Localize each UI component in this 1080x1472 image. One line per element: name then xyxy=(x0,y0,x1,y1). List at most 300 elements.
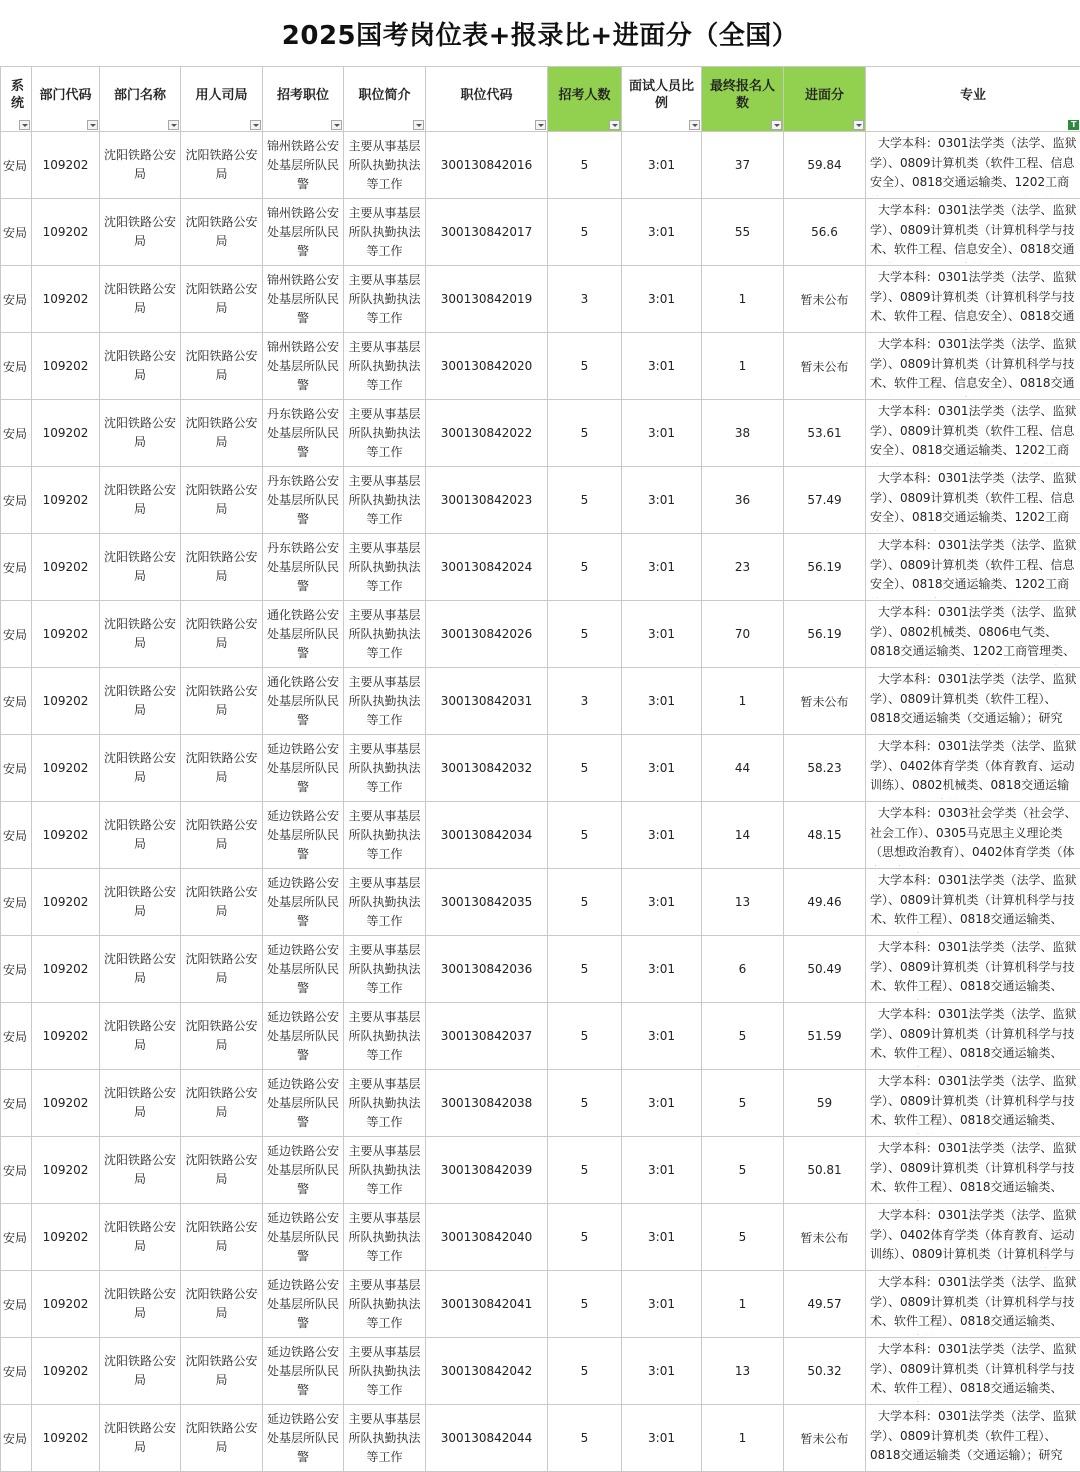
cell-score[interactable]: 49.57 xyxy=(784,1271,866,1338)
cell-pos-code[interactable]: 300130842023 xyxy=(426,467,548,534)
cell-intro[interactable]: 主要从事基层所队执勤执法等工作 xyxy=(344,869,426,936)
cell-dept-code[interactable]: 109202 xyxy=(32,601,100,668)
cell-dept-name[interactable]: 沈阳铁路公安局 xyxy=(100,1405,181,1472)
cell-employer[interactable]: 沈阳铁路公安局 xyxy=(181,1070,263,1137)
cell-system[interactable]: 安局 xyxy=(1,1338,32,1405)
cell-quota[interactable]: 5 xyxy=(548,400,622,467)
cell-applicants[interactable]: 1 xyxy=(702,1405,784,1472)
cell-ratio[interactable]: 3:01 xyxy=(622,668,702,735)
cell-major[interactable] xyxy=(866,936,1080,1003)
filter-dropdown-icon[interactable] xyxy=(87,120,98,130)
cell-employer[interactable]: 沈阳铁路公安局 xyxy=(181,1003,263,1070)
cell-score[interactable]: 暂未公布 xyxy=(784,1405,866,1472)
cell-ratio[interactable]: 3:01 xyxy=(622,936,702,1003)
cell-quota[interactable]: 5 xyxy=(548,1204,622,1271)
cell-major[interactable] xyxy=(866,333,1080,400)
cell-pos-code[interactable]: 300130842019 xyxy=(426,266,548,333)
cell-major[interactable] xyxy=(866,400,1080,467)
cell-pos-code[interactable]: 300130842020 xyxy=(426,333,548,400)
cell-major-text: 大学本科：0301法学类（法学、监狱学）、0809计算机类（计算机科学与技术、软件工程）、0818交通运输类、 xyxy=(870,1273,1078,1335)
table-row[interactable] xyxy=(1,601,1080,668)
cell-position[interactable]: 锦州铁路公安处基层所队民警 xyxy=(263,333,344,400)
table-row[interactable] xyxy=(1,400,1080,467)
cell-applicants[interactable]: 37 xyxy=(702,132,784,199)
cell-quota[interactable]: 5 xyxy=(548,1070,622,1137)
cell-ratio[interactable]: 3:01 xyxy=(622,802,702,869)
cell-employer[interactable]: 沈阳铁路公安局 xyxy=(181,668,263,735)
cell-score[interactable]: 57.49 xyxy=(784,467,866,534)
cell-major-text: 大学本科：0301法学类（法学、监狱学）、0809计算机类（计算机科学与技术、软件工程）、0818交通运输类、 xyxy=(870,1340,1078,1402)
header-row xyxy=(1,67,1080,132)
cell-quota[interactable]: 5 xyxy=(548,1003,622,1070)
table-row[interactable] xyxy=(1,534,1080,601)
table-row[interactable] xyxy=(1,1070,1080,1137)
cell-major[interactable] xyxy=(866,1405,1080,1472)
cell-dept-name[interactable]: 沈阳铁路公安局 xyxy=(100,802,181,869)
cell-major-text: 大学本科：0301法学类（法学、监狱学）、0809计算机类（软件工程）、0818交通运输类（交通运输）；研究 xyxy=(870,670,1078,732)
cell-score[interactable]: 53.61 xyxy=(784,400,866,467)
cell-employer[interactable]: 沈阳铁路公安局 xyxy=(181,333,263,400)
cell-system[interactable]: 安局 xyxy=(1,668,32,735)
cell-employer[interactable]: 沈阳铁路公安局 xyxy=(181,400,263,467)
positions-table xyxy=(0,66,1080,1472)
col-header-dept-name[interactable]: 部门名称 xyxy=(100,67,181,132)
table-row[interactable] xyxy=(1,802,1080,869)
cell-ratio[interactable]: 3:01 xyxy=(622,132,702,199)
cell-major[interactable] xyxy=(866,1003,1080,1070)
col-header-major[interactable]: 专业 T xyxy=(866,67,1080,132)
cell-position[interactable]: 延边铁路公安处基层所队民警 xyxy=(263,1338,344,1405)
filter-dropdown-icon[interactable] xyxy=(250,120,261,130)
cell-applicants[interactable]: 6 xyxy=(702,936,784,1003)
cell-major[interactable] xyxy=(866,869,1080,936)
cell-ratio[interactable]: 3:01 xyxy=(622,1070,702,1137)
cell-score[interactable]: 暂未公布 xyxy=(784,333,866,400)
cell-employer[interactable]: 沈阳铁路公安局 xyxy=(181,1338,263,1405)
cell-pos-code[interactable]: 300130842038 xyxy=(426,1070,548,1137)
cell-dept-code[interactable]: 109202 xyxy=(32,1204,100,1271)
cell-applicants[interactable]: 5 xyxy=(702,1204,784,1271)
cell-pos-code[interactable]: 300130842039 xyxy=(426,1137,548,1204)
table-row[interactable] xyxy=(1,1338,1080,1405)
cell-system[interactable]: 安局 xyxy=(1,802,32,869)
cell-system[interactable]: 安局 xyxy=(1,467,32,534)
col-header-applicants[interactable]: 最终报名人数 xyxy=(702,67,784,132)
cell-pos-code[interactable]: 300130842024 xyxy=(426,534,548,601)
cell-major[interactable] xyxy=(866,1338,1080,1405)
cell-score[interactable]: 56.19 xyxy=(784,534,866,601)
cell-system[interactable]: 安局 xyxy=(1,936,32,1003)
cell-position[interactable]: 延边铁路公安处基层所队民警 xyxy=(263,869,344,936)
cell-major[interactable] xyxy=(866,1204,1080,1271)
cell-applicants[interactable]: 5 xyxy=(702,1137,784,1204)
cell-score[interactable]: 50.81 xyxy=(784,1137,866,1204)
cell-quota[interactable]: 5 xyxy=(548,199,622,266)
cell-ratio[interactable]: 3:01 xyxy=(622,199,702,266)
cell-ratio[interactable]: 3:01 xyxy=(622,467,702,534)
cell-dept-name[interactable]: 沈阳铁路公安局 xyxy=(100,132,181,199)
cell-ratio[interactable]: 3:01 xyxy=(622,1271,702,1338)
cell-dept-code[interactable]: 109202 xyxy=(32,467,100,534)
cell-dept-code[interactable]: 109202 xyxy=(32,936,100,1003)
cell-intro[interactable]: 主要从事基层所队执勤执法等工作 xyxy=(344,534,426,601)
cell-dept-name[interactable]: 沈阳铁路公安局 xyxy=(100,1338,181,1405)
cell-intro[interactable]: 主要从事基层所队执勤执法等工作 xyxy=(344,333,426,400)
cell-ratio[interactable]: 3:01 xyxy=(622,1003,702,1070)
cell-ratio[interactable]: 3:01 xyxy=(622,869,702,936)
filter-dropdown-icon[interactable] xyxy=(331,120,342,130)
col-header-dept-code[interactable]: 部门代码 xyxy=(32,67,100,132)
cell-system[interactable]: 安局 xyxy=(1,1137,32,1204)
cell-intro[interactable]: 主要从事基层所队执勤执法等工作 xyxy=(344,1204,426,1271)
cell-intro[interactable]: 主要从事基层所队执勤执法等工作 xyxy=(344,1070,426,1137)
cell-applicants[interactable]: 1 xyxy=(702,333,784,400)
table-row[interactable] xyxy=(1,1271,1080,1338)
cell-dept-code[interactable]: 109202 xyxy=(32,1405,100,1472)
cell-employer[interactable]: 沈阳铁路公安局 xyxy=(181,869,263,936)
cell-intro[interactable]: 主要从事基层所队执勤执法等工作 xyxy=(344,1003,426,1070)
cell-employer[interactable]: 沈阳铁路公安局 xyxy=(181,802,263,869)
filter-dropdown-icon[interactable] xyxy=(853,120,864,130)
cell-major-text: 大学本科：0301法学类（法学、监狱学）、0809计算机类（计算机科学与技术、软件工程、信息安全）、0818交通 xyxy=(870,335,1078,397)
filter-dropdown-icon[interactable] xyxy=(609,120,620,130)
cell-dept-code[interactable]: 109202 xyxy=(32,199,100,266)
cell-major[interactable] xyxy=(866,199,1080,266)
cell-dept-name[interactable]: 沈阳铁路公安局 xyxy=(100,1003,181,1070)
cell-major[interactable] xyxy=(866,1137,1080,1204)
cell-system[interactable]: 安局 xyxy=(1,869,32,936)
cell-dept-name[interactable]: 沈阳铁路公安局 xyxy=(100,534,181,601)
cell-major-text: 大学本科：0301法学类（法学、监狱学）、0809计算机类（计算机科学与技术、软件工程）、0818交通运输类、 xyxy=(870,1072,1078,1134)
cell-dept-code[interactable]: 109202 xyxy=(32,1338,100,1405)
table-row[interactable] xyxy=(1,936,1080,1003)
cell-intro[interactable]: 主要从事基层所队执勤执法等工作 xyxy=(344,132,426,199)
cell-major[interactable] xyxy=(866,132,1080,199)
cell-system[interactable]: 安局 xyxy=(1,735,32,802)
cell-employer[interactable]: 沈阳铁路公安局 xyxy=(181,1405,263,1472)
cell-major[interactable] xyxy=(866,802,1080,869)
cell-score[interactable]: 58.23 xyxy=(784,735,866,802)
cell-intro[interactable]: 主要从事基层所队执勤执法等工作 xyxy=(344,601,426,668)
cell-employer[interactable]: 沈阳铁路公安局 xyxy=(181,266,263,333)
cell-dept-code[interactable]: 109202 xyxy=(32,400,100,467)
cell-employer[interactable]: 沈阳铁路公安局 xyxy=(181,1137,263,1204)
cell-quota[interactable]: 5 xyxy=(548,467,622,534)
cell-dept-code[interactable]: 109202 xyxy=(32,1271,100,1338)
cell-ratio[interactable]: 3:01 xyxy=(622,735,702,802)
cell-quota[interactable]: 5 xyxy=(548,1338,622,1405)
table-row[interactable] xyxy=(1,333,1080,400)
cell-quota[interactable]: 5 xyxy=(548,936,622,1003)
table-row[interactable] xyxy=(1,132,1080,199)
col-header-quota[interactable]: 招考人数 xyxy=(548,67,622,132)
cell-dept-code[interactable]: 109202 xyxy=(32,1003,100,1070)
cell-dept-name[interactable]: 沈阳铁路公安局 xyxy=(100,735,181,802)
cell-score[interactable]: 56.19 xyxy=(784,601,866,668)
cell-pos-code[interactable]: 300130842026 xyxy=(426,601,548,668)
cell-intro[interactable]: 主要从事基层所队执勤执法等工作 xyxy=(344,266,426,333)
table-row[interactable] xyxy=(1,1204,1080,1271)
cell-dept-name[interactable]: 沈阳铁路公安局 xyxy=(100,266,181,333)
cell-dept-code[interactable]: 109202 xyxy=(32,869,100,936)
cell-quota[interactable]: 3 xyxy=(548,668,622,735)
cell-quota[interactable]: 5 xyxy=(548,534,622,601)
cell-intro[interactable]: 主要从事基层所队执勤执法等工作 xyxy=(344,400,426,467)
cell-quota[interactable]: 5 xyxy=(548,802,622,869)
cell-pos-code[interactable]: 300130842036 xyxy=(426,936,548,1003)
filter-dropdown-icon[interactable] xyxy=(413,120,424,130)
cell-score[interactable]: 51.59 xyxy=(784,1003,866,1070)
cell-dept-code[interactable]: 109202 xyxy=(32,1137,100,1204)
col-header-pos-code[interactable]: 职位代码 xyxy=(426,67,548,132)
cell-score[interactable]: 暂未公布 xyxy=(784,266,866,333)
col-header-system[interactable]: 系统 xyxy=(1,67,32,132)
cell-quota[interactable]: 5 xyxy=(548,735,622,802)
cell-position[interactable]: 丹东铁路公安处基层所队民警 xyxy=(263,400,344,467)
cell-major[interactable] xyxy=(866,601,1080,668)
cell-intro[interactable]: 主要从事基层所队执勤执法等工作 xyxy=(344,467,426,534)
cell-quota[interactable]: 5 xyxy=(548,869,622,936)
cell-pos-code[interactable]: 300130842022 xyxy=(426,400,548,467)
cell-dept-name[interactable]: 沈阳铁路公安局 xyxy=(100,333,181,400)
cell-dept-name[interactable]: 沈阳铁路公安局 xyxy=(100,936,181,1003)
col-header-score[interactable]: 进面分 xyxy=(784,67,866,132)
cell-system[interactable]: 安局 xyxy=(1,333,32,400)
filter-dropdown-icon[interactable] xyxy=(689,120,700,130)
col-header-ratio[interactable]: 面试人员比例 xyxy=(622,67,702,132)
cell-intro[interactable]: 主要从事基层所队执勤执法等工作 xyxy=(344,1405,426,1472)
cell-intro[interactable]: 主要从事基层所队执勤执法等工作 xyxy=(344,1271,426,1338)
text-filter-icon[interactable] xyxy=(1068,120,1079,130)
cell-major-text: 大学本科：0301法学类（法学、监狱学）、0402体育学类（体育教育、运动训练）、0802机械类、0818交通运输 xyxy=(870,737,1078,799)
cell-system[interactable]: 安局 xyxy=(1,199,32,266)
cell-system[interactable]: 安局 xyxy=(1,1271,32,1338)
cell-ratio[interactable]: 3:01 xyxy=(622,266,702,333)
cell-applicants[interactable]: 1 xyxy=(702,668,784,735)
cell-score[interactable]: 50.49 xyxy=(784,936,866,1003)
cell-major[interactable] xyxy=(866,735,1080,802)
cell-position[interactable]: 延边铁路公安处基层所队民警 xyxy=(263,1003,344,1070)
cell-pos-code[interactable]: 300130842044 xyxy=(426,1405,548,1472)
cell-ratio[interactable]: 3:01 xyxy=(622,1405,702,1472)
cell-dept-name[interactable]: 沈阳铁路公安局 xyxy=(100,1070,181,1137)
cell-score[interactable]: 56.6 xyxy=(784,199,866,266)
cell-dept-name[interactable]: 沈阳铁路公安局 xyxy=(100,601,181,668)
cell-employer[interactable]: 沈阳铁路公安局 xyxy=(181,1204,263,1271)
cell-major-text: 大学本科：0303社会学类（社会学、社会工作）、0305马克思主义理论类（思想政治教育）、0402体育学类（体 xyxy=(870,804,1078,866)
cell-dept-name[interactable]: 沈阳铁路公安局 xyxy=(100,668,181,735)
cell-position[interactable]: 延边铁路公安处基层所队民警 xyxy=(263,735,344,802)
cell-position[interactable]: 锦州铁路公安处基层所队民警 xyxy=(263,199,344,266)
cell-major[interactable] xyxy=(866,467,1080,534)
cell-pos-code[interactable]: 300130842042 xyxy=(426,1338,548,1405)
cell-applicants[interactable]: 70 xyxy=(702,601,784,668)
cell-ratio[interactable]: 3:01 xyxy=(622,1204,702,1271)
cell-position[interactable]: 锦州铁路公安处基层所队民警 xyxy=(263,266,344,333)
cell-applicants[interactable]: 36 xyxy=(702,467,784,534)
cell-position[interactable]: 延边铁路公安处基层所队民警 xyxy=(263,1204,344,1271)
cell-system[interactable]: 安局 xyxy=(1,534,32,601)
cell-dept-code[interactable]: 109202 xyxy=(32,132,100,199)
cell-applicants[interactable]: 5 xyxy=(702,1070,784,1137)
cell-system[interactable]: 安局 xyxy=(1,132,32,199)
cell-major-text: 大学本科：0301法学类（法学、监狱学）、0809计算机类（软件工程、信息安全）、0818交通运输类、1202工商 xyxy=(870,536,1078,598)
cell-employer[interactable]: 沈阳铁路公安局 xyxy=(181,601,263,668)
cell-position[interactable]: 丹东铁路公安处基层所队民警 xyxy=(263,467,344,534)
cell-employer[interactable]: 沈阳铁路公安局 xyxy=(181,534,263,601)
cell-applicants[interactable]: 14 xyxy=(702,802,784,869)
filter-dropdown-icon[interactable] xyxy=(771,120,782,130)
cell-pos-code[interactable]: 300130842034 xyxy=(426,802,548,869)
cell-system[interactable]: 安局 xyxy=(1,601,32,668)
cell-employer[interactable]: 沈阳铁路公安局 xyxy=(181,132,263,199)
cell-dept-code[interactable]: 109202 xyxy=(32,668,100,735)
cell-score[interactable]: 49.46 xyxy=(784,869,866,936)
col-header-position[interactable]: 招考职位 xyxy=(263,67,344,132)
cell-major-text: 大学本科：0301法学类（法学、监狱学）、0809计算机类（软件工程）、0818交通运输类（交通运输）；研究 xyxy=(870,1407,1078,1469)
cell-dept-code[interactable]: 109202 xyxy=(32,333,100,400)
cell-pos-code[interactable]: 300130842041 xyxy=(426,1271,548,1338)
cell-major-text: 大学本科：0301法学类（法学、监狱学）、0802机械类、0806电气类、0818交通运输类、1202工商管理类、 xyxy=(870,603,1078,665)
cell-pos-code[interactable]: 300130842040 xyxy=(426,1204,548,1271)
cell-position[interactable]: 延边铁路公安处基层所队民警 xyxy=(263,1405,344,1472)
cell-position[interactable]: 丹东铁路公安处基层所队民警 xyxy=(263,534,344,601)
cell-dept-code[interactable]: 109202 xyxy=(32,1070,100,1137)
cell-ratio[interactable]: 3:01 xyxy=(622,333,702,400)
cell-dept-code[interactable]: 109202 xyxy=(32,266,100,333)
cell-dept-name[interactable]: 沈阳铁路公安局 xyxy=(100,467,181,534)
cell-pos-code[interactable]: 300130842035 xyxy=(426,869,548,936)
cell-applicants[interactable]: 38 xyxy=(702,400,784,467)
cell-applicants[interactable]: 55 xyxy=(702,199,784,266)
cell-major[interactable] xyxy=(866,1070,1080,1137)
cell-applicants[interactable]: 23 xyxy=(702,534,784,601)
table-row[interactable] xyxy=(1,869,1080,936)
cell-intro[interactable]: 主要从事基层所队执勤执法等工作 xyxy=(344,199,426,266)
col-header-employer[interactable]: 用人司局 xyxy=(181,67,263,132)
cell-position[interactable]: 延边铁路公安处基层所队民警 xyxy=(263,1070,344,1137)
cell-quota[interactable]: 5 xyxy=(548,601,622,668)
cell-quota[interactable]: 5 xyxy=(548,132,622,199)
cell-dept-name[interactable]: 沈阳铁路公安局 xyxy=(100,1137,181,1204)
cell-applicants[interactable]: 5 xyxy=(702,1003,784,1070)
cell-score[interactable]: 59.84 xyxy=(784,132,866,199)
cell-position[interactable]: 通化铁路公安处基层所队民警 xyxy=(263,668,344,735)
cell-employer[interactable]: 沈阳铁路公安局 xyxy=(181,199,263,266)
cell-position[interactable]: 延边铁路公安处基层所队民警 xyxy=(263,936,344,1003)
filter-dropdown-icon[interactable] xyxy=(168,120,179,130)
cell-system[interactable]: 安局 xyxy=(1,1405,32,1472)
cell-dept-code[interactable]: 109202 xyxy=(32,534,100,601)
cell-major-text: 大学本科：0301法学类（法学、监狱学）、0809计算机类（计算机科学与技术、软件工程）、0818交通运输类、 xyxy=(870,1005,1078,1067)
cell-system[interactable]: 安局 xyxy=(1,266,32,333)
table-row[interactable] xyxy=(1,199,1080,266)
cell-position[interactable]: 锦州铁路公安处基层所队民警 xyxy=(263,132,344,199)
table-row[interactable] xyxy=(1,1405,1080,1472)
cell-major-text: 大学本科：0301法学类（法学、监狱学）、0809计算机类（计算机科学与技术、软件工程）、0818交通运输类、 xyxy=(870,938,1078,1000)
cell-dept-code[interactable]: 109202 xyxy=(32,735,100,802)
cell-system[interactable]: 安局 xyxy=(1,1204,32,1271)
cell-system[interactable]: 安局 xyxy=(1,400,32,467)
cell-pos-code[interactable]: 300130842037 xyxy=(426,1003,548,1070)
cell-pos-code[interactable]: 300130842032 xyxy=(426,735,548,802)
cell-major[interactable] xyxy=(866,534,1080,601)
cell-applicants[interactable]: 44 xyxy=(702,735,784,802)
col-header-intro[interactable]: 职位简介 xyxy=(344,67,426,132)
table-row[interactable] xyxy=(1,735,1080,802)
cell-employer[interactable]: 沈阳铁路公安局 xyxy=(181,735,263,802)
cell-employer[interactable]: 沈阳铁路公安局 xyxy=(181,467,263,534)
cell-dept-code[interactable]: 109202 xyxy=(32,802,100,869)
cell-applicants[interactable]: 1 xyxy=(702,1271,784,1338)
cell-system[interactable]: 安局 xyxy=(1,1003,32,1070)
cell-score[interactable]: 暂未公布 xyxy=(784,1204,866,1271)
cell-score[interactable]: 暂未公布 xyxy=(784,668,866,735)
filter-dropdown-icon[interactable] xyxy=(19,120,30,130)
cell-pos-code[interactable]: 300130842016 xyxy=(426,132,548,199)
cell-ratio[interactable]: 3:01 xyxy=(622,400,702,467)
cell-major-text: 大学本科：0301法学类（法学、监狱学）、0809计算机类（软件工程、信息安全）、0818交通运输类、1202工商 xyxy=(870,402,1078,464)
cell-intro[interactable]: 主要从事基层所队执勤执法等工作 xyxy=(344,1137,426,1204)
cell-intro[interactable]: 主要从事基层所队执勤执法等工作 xyxy=(344,936,426,1003)
cell-employer[interactable]: 沈阳铁路公安局 xyxy=(181,936,263,1003)
cell-major[interactable] xyxy=(866,1271,1080,1338)
cell-ratio[interactable]: 3:01 xyxy=(622,1338,702,1405)
cell-dept-name[interactable]: 沈阳铁路公安局 xyxy=(100,400,181,467)
cell-pos-code[interactable]: 300130842031 xyxy=(426,668,548,735)
cell-position[interactable]: 延边铁路公安处基层所队民警 xyxy=(263,1271,344,1338)
cell-quota[interactable]: 3 xyxy=(548,266,622,333)
cell-score[interactable]: 59 xyxy=(784,1070,866,1137)
cell-intro[interactable]: 主要从事基层所队执勤执法等工作 xyxy=(344,735,426,802)
table-row[interactable] xyxy=(1,1137,1080,1204)
cell-pos-code[interactable]: 300130842017 xyxy=(426,199,548,266)
filter-dropdown-icon[interactable] xyxy=(535,120,546,130)
cell-dept-name[interactable]: 沈阳铁路公安局 xyxy=(100,1271,181,1338)
cell-major[interactable] xyxy=(866,668,1080,735)
cell-quota[interactable]: 5 xyxy=(548,1405,622,1472)
cell-quota[interactable]: 5 xyxy=(548,1137,622,1204)
cell-ratio[interactable]: 3:01 xyxy=(622,601,702,668)
cell-applicants[interactable]: 13 xyxy=(702,869,784,936)
cell-major-text: 大学本科：0301法学类（法学、监狱学）、0809计算机类（计算机科学与技术、软件工程、信息安全）、0818交通 xyxy=(870,268,1078,330)
cell-quota[interactable]: 5 xyxy=(548,333,622,400)
cell-position[interactable]: 延边铁路公安处基层所队民警 xyxy=(263,802,344,869)
cell-ratio[interactable]: 3:01 xyxy=(622,1137,702,1204)
cell-quota[interactable]: 5 xyxy=(548,1271,622,1338)
cell-dept-name[interactable]: 沈阳铁路公安局 xyxy=(100,199,181,266)
cell-system[interactable]: 安局 xyxy=(1,1070,32,1137)
cell-intro[interactable]: 主要从事基层所队执勤执法等工作 xyxy=(344,1338,426,1405)
cell-major[interactable] xyxy=(866,266,1080,333)
cell-position[interactable]: 延边铁路公安处基层所队民警 xyxy=(263,1137,344,1204)
cell-applicants[interactable]: 13 xyxy=(702,1338,784,1405)
cell-dept-name[interactable]: 沈阳铁路公安局 xyxy=(100,1204,181,1271)
table-row[interactable] xyxy=(1,467,1080,534)
cell-applicants[interactable]: 1 xyxy=(702,266,784,333)
cell-ratio[interactable]: 3:01 xyxy=(622,534,702,601)
table-row[interactable] xyxy=(1,266,1080,333)
cell-dept-name[interactable]: 沈阳铁路公安局 xyxy=(100,869,181,936)
cell-score[interactable]: 50.32 xyxy=(784,1338,866,1405)
cell-intro[interactable]: 主要从事基层所队执勤执法等工作 xyxy=(344,802,426,869)
cell-intro[interactable]: 主要从事基层所队执勤执法等工作 xyxy=(344,668,426,735)
table-row[interactable] xyxy=(1,1003,1080,1070)
cell-position[interactable]: 通化铁路公安处基层所队民警 xyxy=(263,601,344,668)
table-row[interactable] xyxy=(1,668,1080,735)
cell-score[interactable]: 48.15 xyxy=(784,802,866,869)
cell-employer[interactable]: 沈阳铁路公安局 xyxy=(181,1271,263,1338)
